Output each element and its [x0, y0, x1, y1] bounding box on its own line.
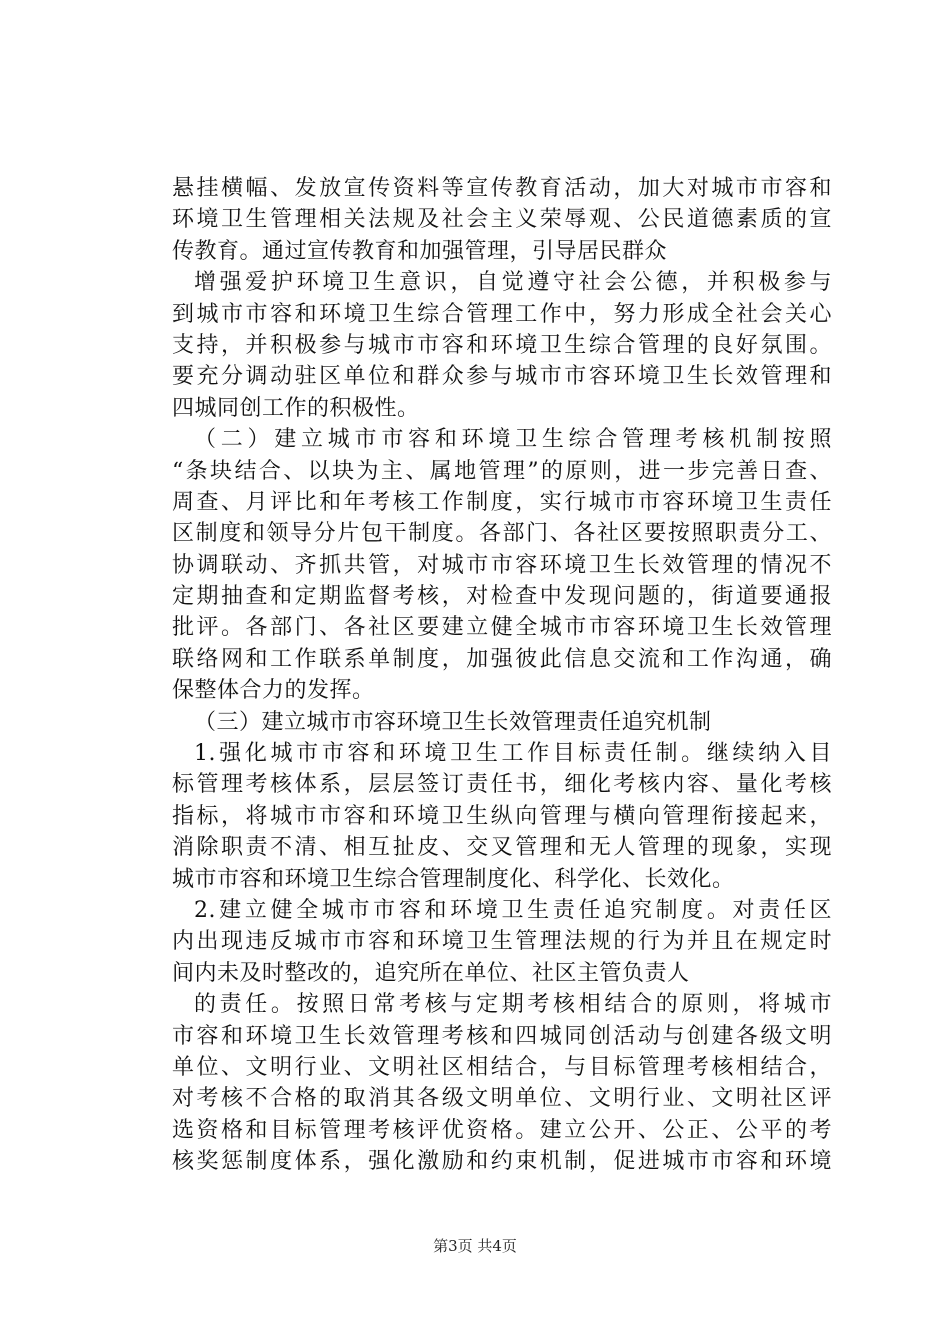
- text-line: 指标，将城市市容和环境卫生纵向管理与横向管理衔接起来，: [172, 803, 832, 829]
- text-line: 标管理考核体系，层层签订责任书，细化考核内容、量化考核: [172, 772, 832, 798]
- text-line: 的责任。按照日常考核与定期考核相结合的原则，将城市: [194, 992, 832, 1018]
- text-line: “条块结合、以块为主、属地管理”的原则，进一步完善日查、: [172, 458, 832, 484]
- text-line: 支持，并积极参与城市市容和环境卫生综合管理的良好氛围。: [172, 332, 832, 358]
- text-line: 批评。各部门、各社区要建立健全城市市容环境卫生长效管理: [172, 615, 832, 641]
- text-line: 区制度和领导分片包干制度。各部门、各社区要按照职责分工、: [172, 521, 832, 547]
- text-line: 内出现违反城市市容和环境卫生管理法规的行为并且在规定时: [172, 929, 832, 955]
- text-line: 悬挂横幅、发放宣传资料等宣传教育活动，加大对城市市容和: [172, 176, 832, 201]
- text-line: 环境卫生管理相关法规及社会主义荣辱观、公民道德素质的宣: [172, 207, 832, 233]
- text-line: 传教育。通过宣传教育和加强管理，引导居民群众: [172, 238, 668, 264]
- text-line: 保整体合力的发挥。: [172, 678, 375, 704]
- text-line: 城市市容和环境卫生综合管理制度化、科学化、长效化。: [172, 866, 735, 892]
- text-line: 对考核不合格的取消其各级文明单位、文明行业、文明社区评: [172, 1086, 832, 1112]
- text-line: 联络网和工作联系单制度，加强彼此信息交流和工作沟通，确: [172, 646, 832, 672]
- text-line: 1.强化城市市容和环境卫生工作目标责任制。继续纳入目: [194, 741, 832, 767]
- text-line: 到城市市容和环境卫生综合管理工作中，努力形成全社会关心: [172, 301, 832, 327]
- document-body: [172, 173, 832, 1178]
- text-line: 市容和环境卫生长效管理考核和四城同创活动与创建各级文明: [172, 1023, 832, 1049]
- text-line: 单位、文明行业、文明社区相结合，与目标管理考核相结合，: [172, 1054, 832, 1080]
- text-line: 定期抽查和定期监督考核，对检查中发现问题的，街道要通报: [172, 584, 832, 610]
- page-footer: 第3页 共4页: [433, 1237, 517, 1255]
- text-line: 选资格和目标管理考核评优资格。建立公开、公正、公平的考: [172, 1117, 832, 1143]
- text-line: 要充分调动驻区单位和群众参与城市市容环境卫生长效管理和: [172, 364, 832, 390]
- text-line: 间内未及时整改的，追究所在单位、社区主管负责人: [172, 960, 690, 986]
- text-line: （三）建立城市市容环境卫生长效管理责任追究机制: [194, 709, 712, 735]
- text-line: 消除职责不清、相互扯皮、交叉管理和无人管理的现象，实现: [172, 835, 832, 861]
- text-line: 2.建立健全城市市容和环境卫生责任追究制度。对责任区: [194, 897, 832, 923]
- text-line: 协调联动、齐抓共管，对城市市容环境卫生长效管理的情况不: [172, 552, 832, 578]
- text-line: 核奖惩制度体系，强化激励和约束机制，促进城市市容和环境: [172, 1149, 832, 1175]
- text-line: 周查、月评比和年考核工作制度，实行城市市容环境卫生责任: [172, 489, 832, 515]
- text-line: 增强爱护环境卫生意识，自觉遵守社会公德，并积极参与: [194, 270, 832, 296]
- text-line: （二）建立城市市容和环境卫生综合管理考核机制按照: [194, 427, 832, 453]
- text-line: 四城同创工作的积极性。: [172, 395, 420, 421]
